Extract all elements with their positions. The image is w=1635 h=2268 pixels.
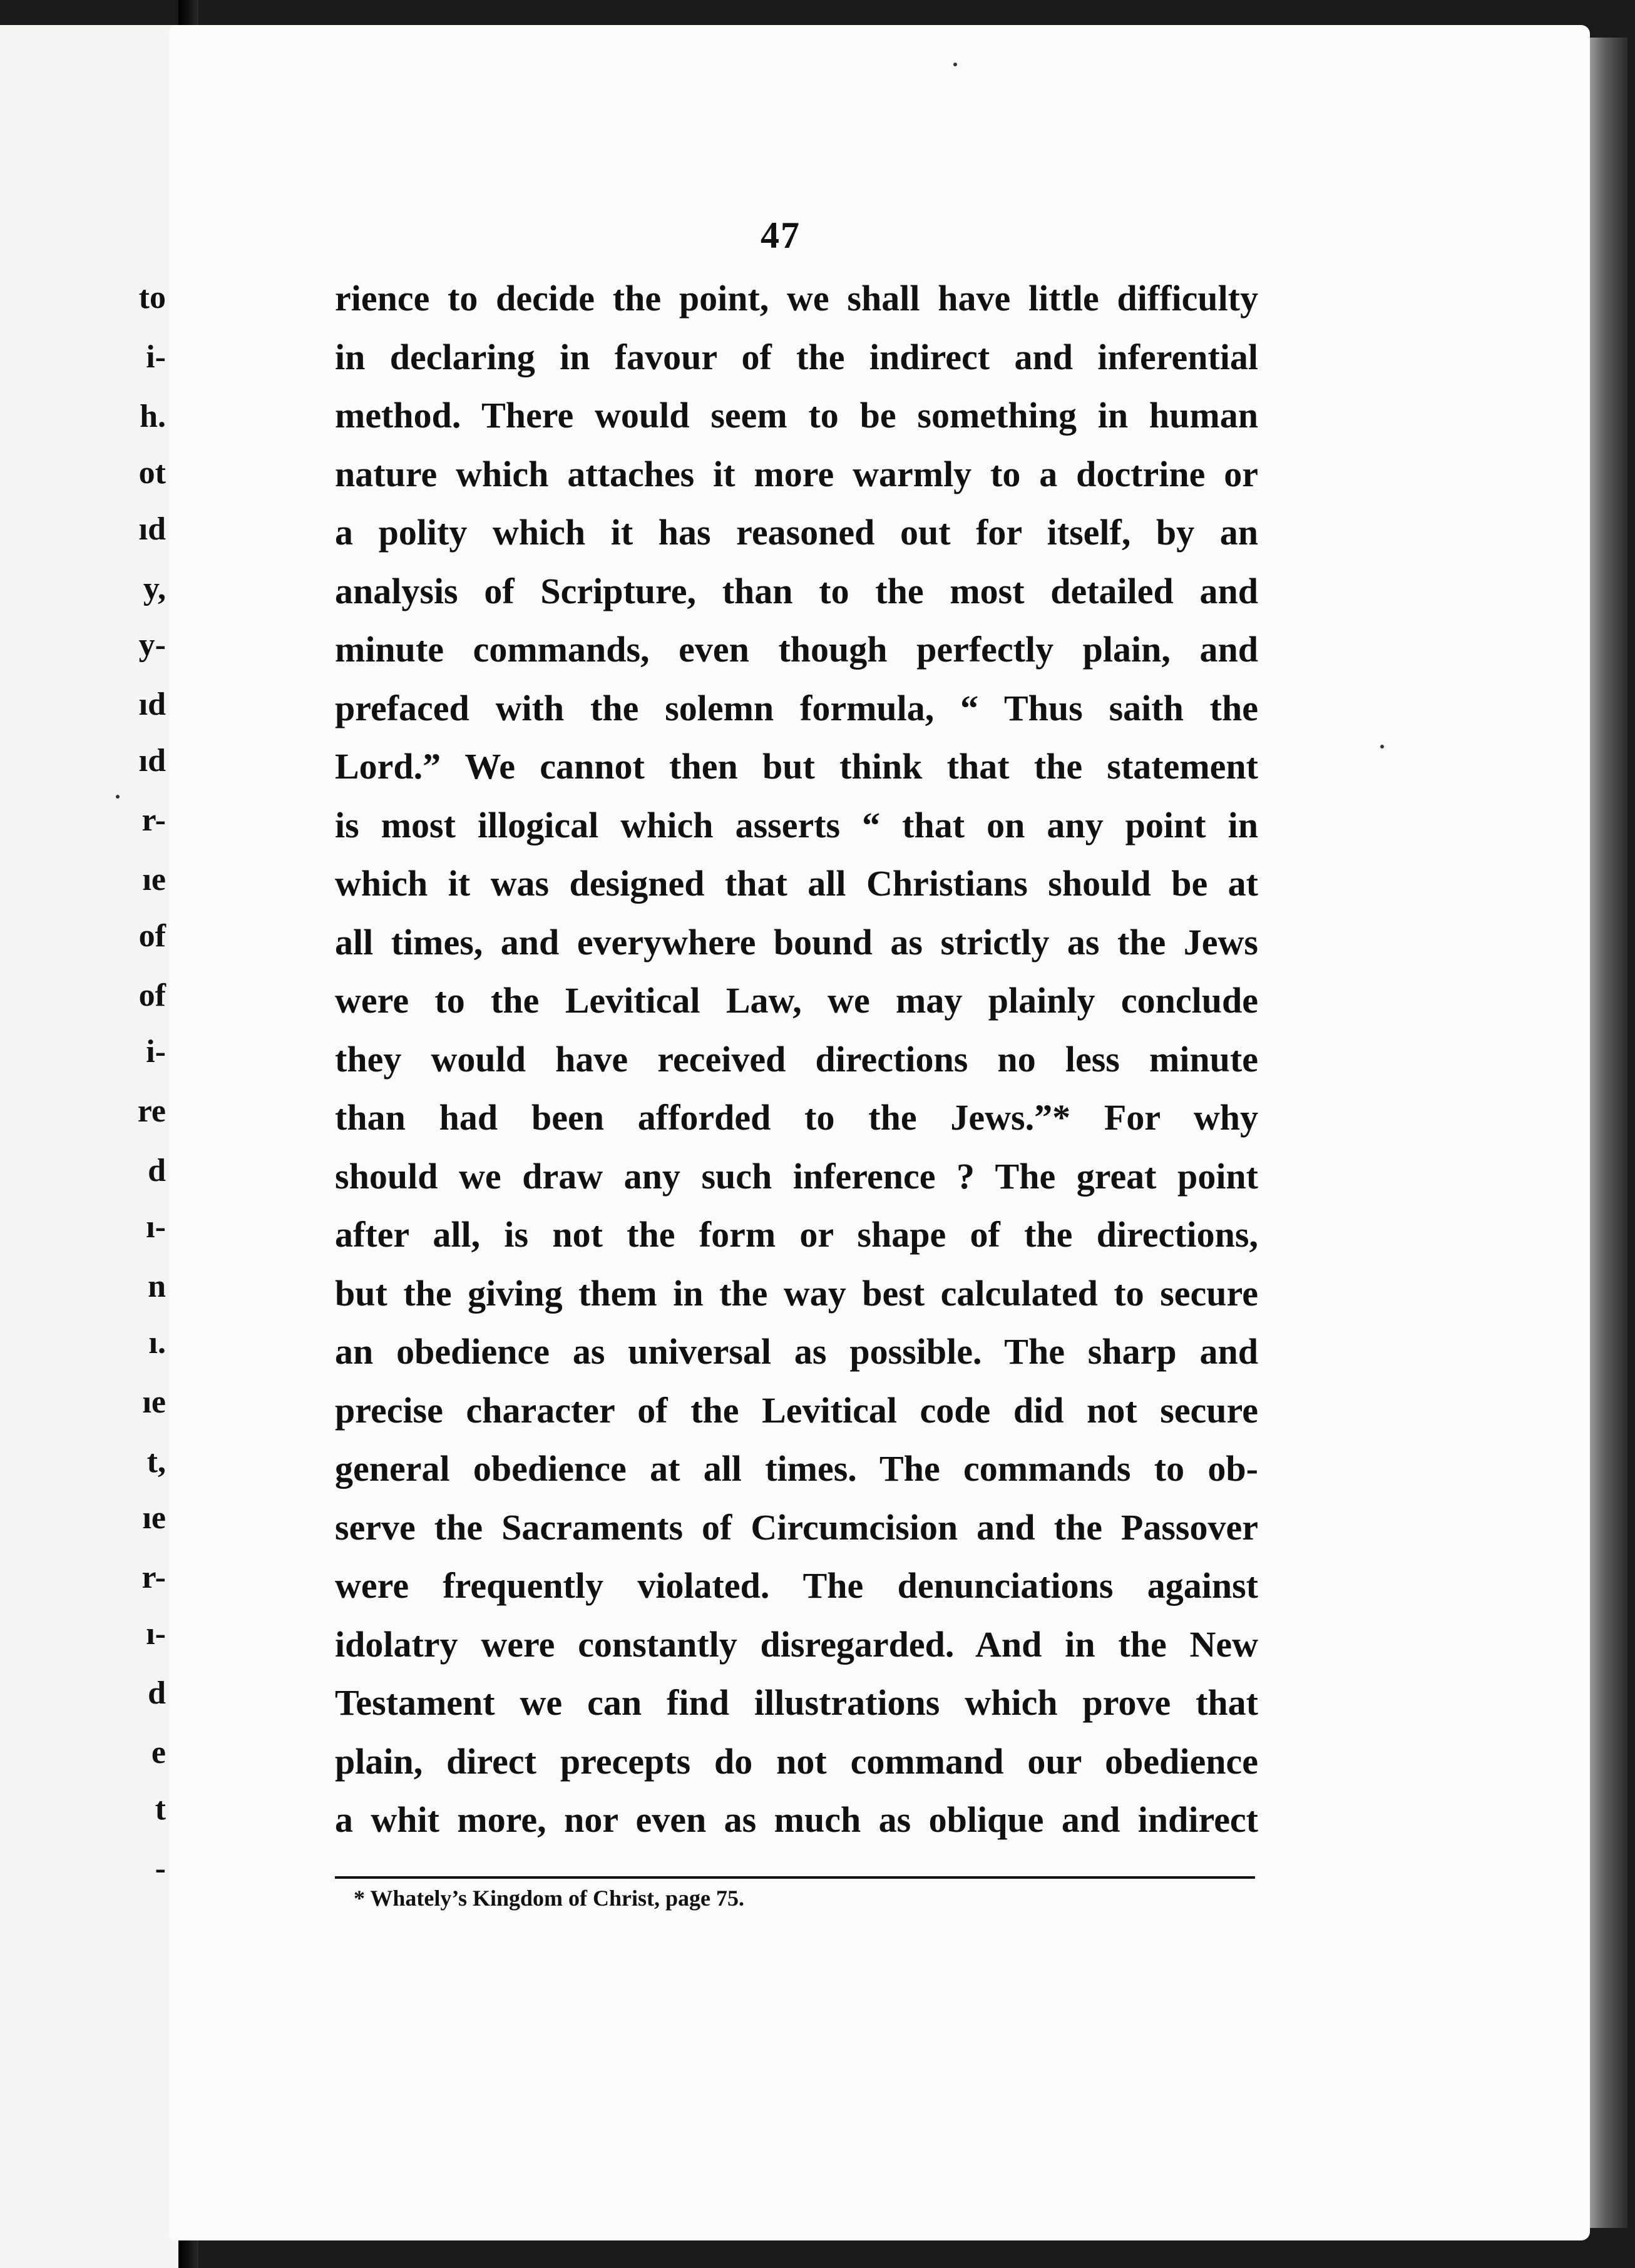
facing-page-fragment: ı- (146, 1616, 166, 1652)
text-line: in declaring in favour of the indirect and inferential (335, 336, 1258, 377)
facing-page-fragment: of (138, 918, 166, 954)
text-line: were to the Levitical Law, we may plainly conclude (335, 980, 1258, 1021)
text-line: should we draw any such inference ? The great point (335, 1155, 1258, 1197)
facing-page-fragment: ıe (142, 862, 166, 897)
facing-page-fragment: i- (146, 1034, 166, 1070)
text-line: nature which attaches it more warmly to a doctrine or (335, 453, 1258, 494)
facing-page-fragment: ot (138, 455, 166, 491)
facing-page-fragment: d (148, 1153, 166, 1188)
page-stack-edge (1590, 38, 1627, 2228)
text-line: were frequently violated. The denunciations against (335, 1565, 1258, 1606)
text-line: a whit more, nor even as much as oblique and indirect (335, 1799, 1258, 1840)
text-line: a polity which it has reasoned out for itself, by an (335, 512, 1258, 553)
text-line: than had been afforded to the Jews.”* For why (335, 1097, 1258, 1138)
text-line: after all, is not the form or shape of the directions, (335, 1214, 1258, 1255)
facing-page-fragment: re (137, 1093, 166, 1129)
text-line: Lord.” We cannot then but think that the statement (335, 746, 1258, 787)
facing-page-fragment: ı. (148, 1325, 166, 1361)
facing-page-fragment: d (148, 1675, 166, 1711)
text-line: prefaced with the solemn formula, “ Thus saith the (335, 687, 1258, 728)
text-line: method. There would seem to be something in human (335, 395, 1258, 436)
page-number: 47 (761, 215, 801, 256)
facing-page-fragment: ıd (138, 511, 166, 547)
footnote: * Whately’s Kingdom of Christ, page 75. (354, 1886, 745, 1911)
facing-page-fragment: e (151, 1735, 166, 1770)
facing-page-fragment: ıe (142, 1500, 166, 1536)
text-line: which it was designed that all Christians should be at (335, 863, 1258, 904)
facing-page-fragment: y- (138, 627, 166, 663)
text-line: an obedience as universal as possible. The sharp and (335, 1331, 1258, 1372)
text-line: idolatry were constantly disregarded. And in the New (335, 1623, 1258, 1665)
facing-page-fragment: to (138, 280, 166, 315)
facing-page-fragment: i- (146, 339, 166, 375)
text-line: serve the Sacraments of Circumcision and the Passover (335, 1506, 1258, 1548)
facing-page-fragment: ıd (138, 687, 166, 722)
footnote-rule (335, 1876, 1255, 1879)
facing-page-fragment: h. (140, 399, 166, 434)
facing-page-fragment: ıd (138, 743, 166, 779)
facing-page-fragment: of (138, 978, 166, 1013)
facing-page-fragment: r- (141, 1560, 166, 1595)
facing-page-fragment: y, (143, 571, 166, 606)
facing-page-fragment: t (155, 1791, 166, 1827)
text-line: minute commands, even though perfectly plain, and (335, 629, 1258, 670)
text-line: plain, direct precepts do not command our obedience (335, 1740, 1258, 1782)
facing-page-fragment: n (148, 1269, 166, 1304)
text-line: rience to decide the point, we shall have little difficulty (335, 278, 1258, 319)
facing-page-fragment: ı- (146, 1209, 166, 1245)
text-line: is most illogical which asserts “ that on any point in (335, 804, 1258, 845)
text-line: analysis of Scripture, than to the most detailed and (335, 570, 1258, 611)
text-line: general obedience at all times. The commands to ob- (335, 1448, 1258, 1489)
facing-page-fragment: t, (146, 1444, 166, 1479)
text-line: all times, and everywhere bound as strictly as the Jews (335, 921, 1258, 963)
text-line: Testament we can find illustrations which prove that (335, 1682, 1258, 1723)
text-line: precise character of the Levitical code did not secure (335, 1389, 1258, 1431)
facing-page-fragment: - (155, 1851, 166, 1886)
text-line: they would have received directions no less minute (335, 1038, 1258, 1080)
facing-page-edge (0, 25, 178, 2268)
text-line: but the giving them in the way best calculated to secure (335, 1272, 1258, 1314)
body-text (335, 269, 1258, 1849)
facing-page-fragment: r- (141, 802, 166, 838)
facing-page-fragment: ıe (142, 1384, 166, 1420)
